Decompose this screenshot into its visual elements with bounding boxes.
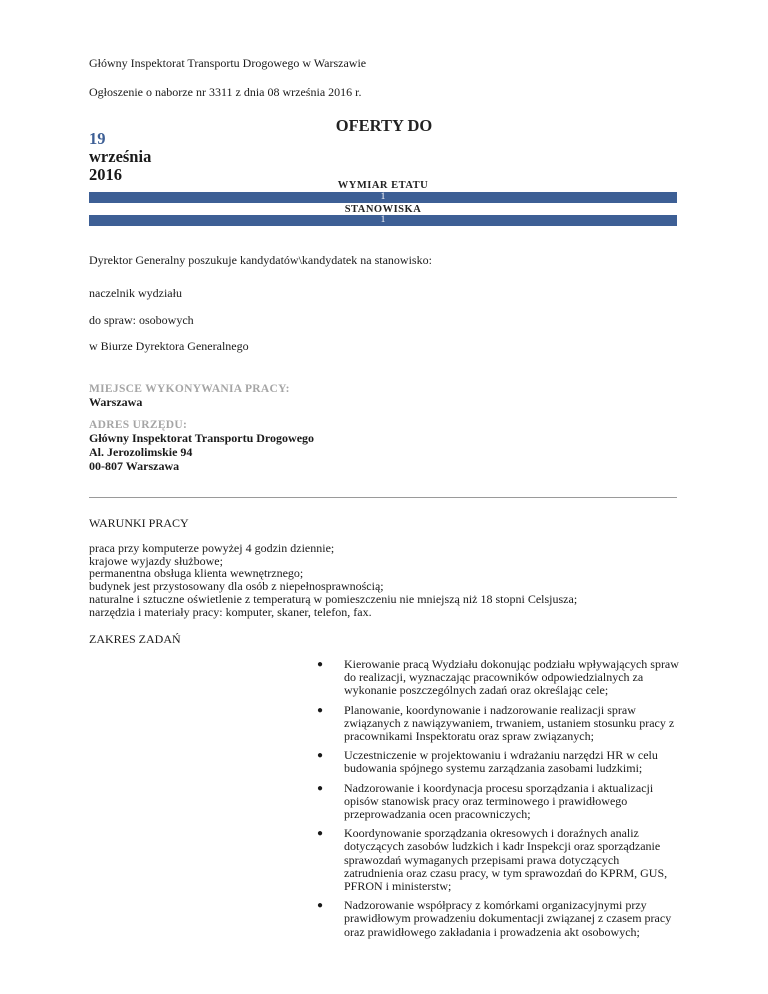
task-text: Koordynowanie sporządzania okresowych i doraźnych analiz dotyczących zasobów ludzkich i kadr Inspekcji oraz sporządzanie sprawozdań wymaganych przepisami prawa dotyczących zatrudnienia oraz czasu pracy, w tym sprawozdań do KPRM, GUS, PFRON i ministerstw;	[344, 826, 668, 894]
office-address-line2: Al. Jerozolimskie 94	[89, 445, 193, 459]
offers-deadline-title: OFERTY DO	[335, 116, 433, 135]
workplace-label: MIEJSCE WYKONYWANIA PRACY:	[89, 383, 290, 395]
position-scope: do spraw: osobowych	[89, 313, 194, 327]
task-item	[317, 657, 679, 698]
task-item	[317, 780, 679, 822]
deadline-month: września	[89, 147, 152, 166]
bullet-icon: ●	[317, 659, 324, 670]
task-text: Kierowanie pracą Wydziału dokonując podziału wpływających spraw do realizacji, wyznaczając pracowników odpowiedzialnych za wykonanie poszczególnych zadań oraz określając cele;	[344, 657, 679, 698]
section-divider	[89, 497, 677, 498]
condition-item: budynek jest przystosowany dla osób z niepełnosprawnością;	[89, 579, 384, 594]
deadline-year: 2016	[89, 165, 122, 184]
condition-item: narzędzia i materiały pracy: komputer, skaner, telefon, fax.	[89, 604, 372, 619]
announcement-line: Ogłoszenie o naborze nr 3311 z dnia 08 września 2016 r.	[89, 85, 362, 99]
deadline-day: 19	[89, 129, 106, 148]
etat-bar: 1	[89, 192, 677, 203]
workplace-section	[89, 383, 290, 409]
etat-label: WYMIAR ETATU	[337, 180, 429, 191]
bullet-icon: ●	[317, 900, 324, 912]
stanowiska-bar: 1	[89, 215, 677, 226]
workplace-value: Warszawa	[89, 395, 143, 409]
task-text: Nadzorowanie i koordynacja procesu sporządzania i aktualizacji opisów stanowisk pracy oraz terminowego i prawidłowego przeprowadzania ocen pracowniczych;	[344, 780, 654, 822]
task-item	[317, 748, 679, 776]
office-address-line3: 00-807 Warszawa	[89, 459, 180, 473]
task-item	[317, 702, 679, 744]
conditions-list	[89, 542, 577, 618]
conditions-heading: WARUNKI PRACY	[89, 516, 189, 530]
office-address-label: ADRES URZĘDU:	[89, 419, 188, 431]
task-item	[317, 826, 679, 894]
condition-item: permanentna obsługa klienta wewnętrznego;	[89, 566, 304, 581]
position-intro: Dyrektor Generalny poszukuje kandydatów\kandydatek na stanowisko:	[89, 253, 432, 267]
bullet-icon: ●	[317, 828, 324, 840]
deadline-date	[89, 130, 151, 184]
bullet-icon: ●	[317, 750, 324, 762]
inspectorate-name: Główny Inspektorat Transportu Drogowego w Warszawie	[89, 56, 367, 70]
office-address-line1: Główny Inspektorat Transportu Drogowego	[89, 431, 315, 445]
condition-item: naturalne i sztuczne oświetlenie z temperaturą w pomieszczeniu nie mniejszą niż 18 stopni Celsjusza;	[89, 591, 578, 606]
stanowiska-label: STANOWISKA	[344, 204, 422, 215]
condition-item: praca przy komputerze powyżej 4 godzin dziennie;	[89, 541, 335, 555]
bullet-icon: ●	[317, 704, 324, 716]
task-text: Nadzorowanie współpracy z komórkami organizacyjnymi przy prawidłowym prowadzeniu dokumentacji związanej z czasem pracy oraz prawidłowego zakładania i prowadzenia akt osobowych;	[344, 898, 672, 939]
position-unit: w Biurze Dyrektora Generalnego	[89, 339, 249, 353]
office-address-section	[89, 419, 314, 473]
task-text: Uczestniczenie w projektowaniu i wdrażaniu narzędzi HR w celu budowania spójnego systemu zarządzania zasobami ludzkimi;	[344, 748, 658, 776]
task-item	[317, 898, 679, 939]
tasks-list	[317, 657, 679, 945]
bullet-icon: ●	[317, 782, 324, 794]
tasks-heading: ZAKRES ZADAŃ	[89, 632, 181, 646]
position-title: naczelnik wydziału	[89, 286, 182, 300]
task-text: Planowanie, koordynowanie i nadzorowanie realizacji spraw związanych z nawiązywaniem, trwaniem, ustaniem stosunku pracy z pracownikami Inspektoratu oraz spraw związanych;	[344, 702, 675, 744]
condition-item: krajowe wyjazdy służbowe;	[89, 553, 223, 568]
